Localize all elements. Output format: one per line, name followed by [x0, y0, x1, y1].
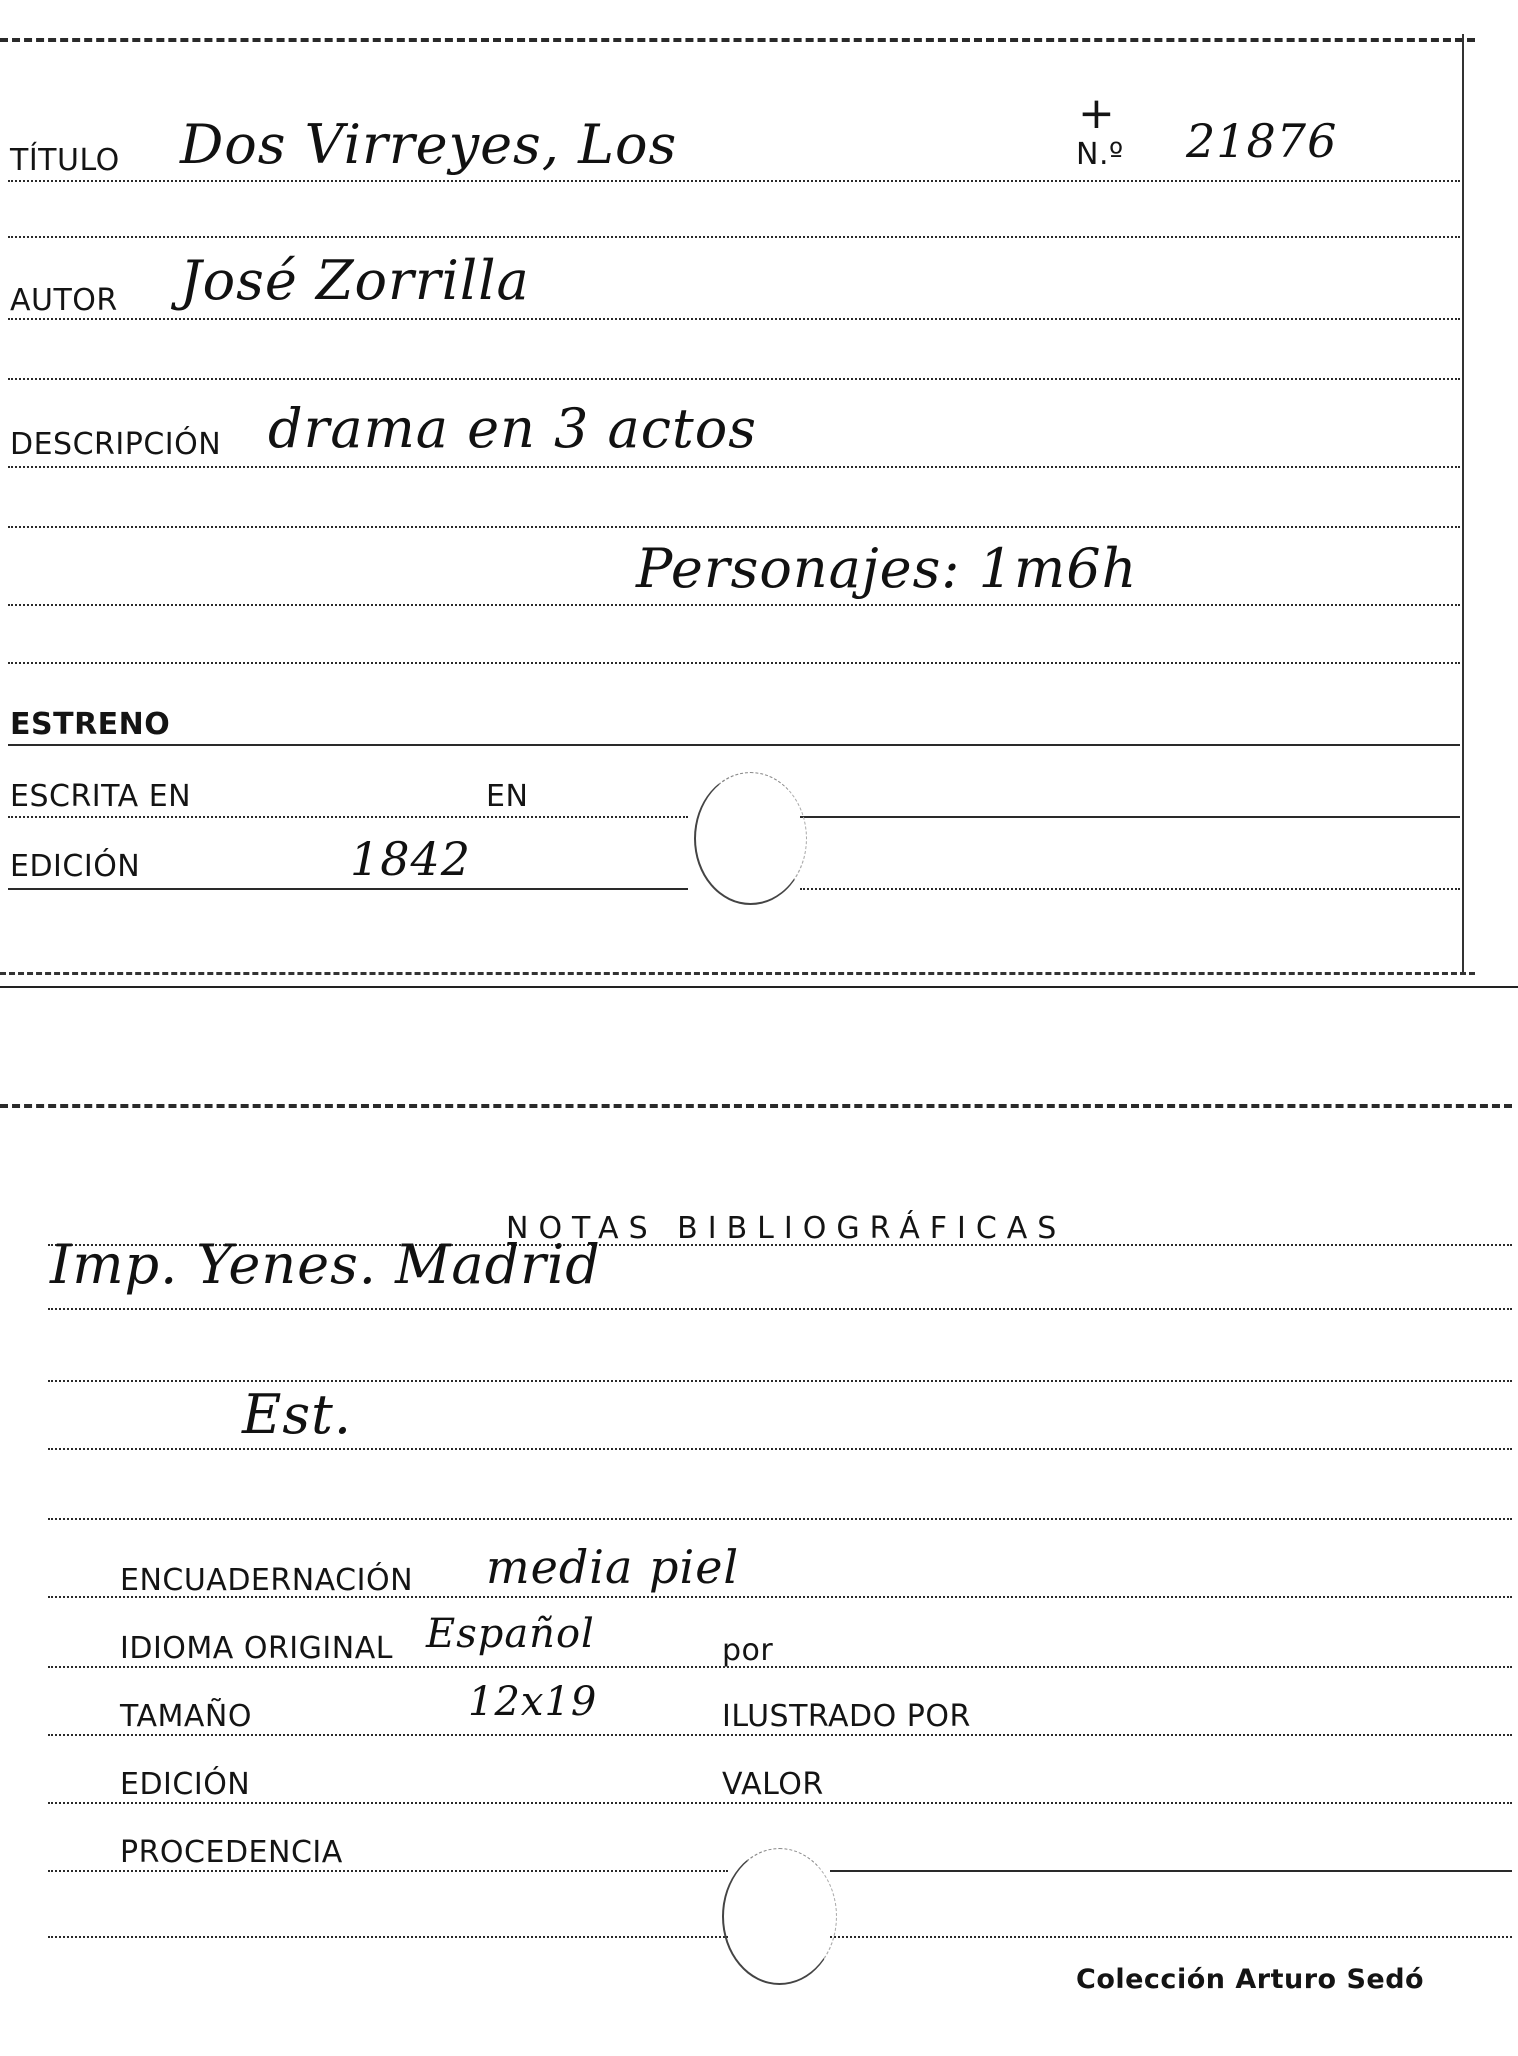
note-rule-2 [48, 1380, 1512, 1382]
blank-rule-4 [8, 662, 1460, 664]
back-edicion-rule [48, 1802, 1512, 1804]
notas-heading: NOTAS BIBLIOGRÁFICAS [506, 1211, 1067, 1246]
numero-label: N.º [1076, 137, 1124, 172]
escrita-rule-right [800, 816, 1460, 818]
card-back-top-edge [0, 1104, 1512, 1108]
procedencia-label: PROCEDENCIA [120, 1835, 343, 1870]
tamano-rule [48, 1734, 1512, 1736]
procedencia-rule-right [830, 1870, 1512, 1872]
blank-rule-2 [8, 378, 1460, 380]
escrita-en-label: ESCRITA EN [10, 779, 192, 814]
card-bottom-edge [0, 972, 1475, 975]
encuadernacion-value: media piel [486, 1540, 740, 1594]
catalog-card-front [0, 0, 1518, 1000]
por-label: por [722, 1633, 774, 1668]
card-right-edge [1462, 34, 1464, 974]
back-edicion-label: EDICIÓN [120, 1767, 251, 1802]
en-label: EN [486, 779, 529, 814]
personajes-value: Personajes: 1m6h [636, 537, 1138, 600]
punch-hole-back [722, 1848, 837, 1985]
coleccion-signature: Colección Arturo Sedó [1076, 1964, 1425, 1995]
note-rule-3 [48, 1448, 1512, 1450]
note-line-1: Imp. Yenes. Madrid [50, 1233, 601, 1296]
autor-value: José Zorrilla [180, 249, 530, 312]
encuadernacion-label: ENCUADERNACIÓN [120, 1563, 414, 1598]
catalog-card-back [0, 1086, 1518, 2056]
tamano-value: 12x19 [468, 1679, 598, 1725]
estreno-label: ESTRENO [10, 707, 171, 742]
titulo-value: Dos Virreyes, Los [180, 113, 678, 176]
edicion-value: 1842 [350, 832, 472, 886]
blank-rule-back-left [48, 1936, 728, 1938]
blank-rule-back-right [830, 1936, 1512, 1938]
procedencia-rule-left [48, 1870, 728, 1872]
ilustrado-label: ILUSTRADO POR [722, 1699, 971, 1734]
descripcion-value: drama en 3 actos [268, 397, 757, 460]
cross-mark: + [1078, 88, 1115, 139]
edicion-rule-left [8, 888, 688, 890]
edicion-label: EDICIÓN [10, 849, 141, 884]
autor-label: AUTOR [10, 283, 118, 318]
edicion-rule-right [800, 888, 1460, 890]
note-rule-4 [48, 1518, 1512, 1520]
note-line-2: Est. [242, 1383, 352, 1446]
card-top-edge [0, 38, 1475, 42]
blank-rule-1 [8, 236, 1460, 238]
personajes-rule [8, 604, 1460, 606]
estreno-rule [8, 744, 1460, 746]
descripcion-label: DESCRIPCIÓN [10, 427, 222, 462]
escrita-rule-left [8, 816, 688, 818]
encuadernacion-rule [48, 1596, 1512, 1598]
idioma-value: Español [426, 1611, 595, 1657]
punch-hole [694, 772, 807, 905]
valor-label: VALOR [722, 1767, 824, 1802]
titulo-label: TÍTULO [10, 143, 120, 178]
idioma-label: IDIOMA ORIGINAL [120, 1631, 393, 1666]
autor-rule [8, 318, 1460, 320]
idioma-rule [48, 1666, 1512, 1668]
titulo-rule [8, 180, 1460, 182]
blank-rule-3 [8, 526, 1460, 528]
descripcion-rule [8, 466, 1460, 468]
note-rule-1 [48, 1308, 1512, 1310]
tamano-label: TAMAÑO [120, 1699, 252, 1734]
card-divider [0, 986, 1518, 988]
numero-value: 21876 [1186, 114, 1338, 168]
